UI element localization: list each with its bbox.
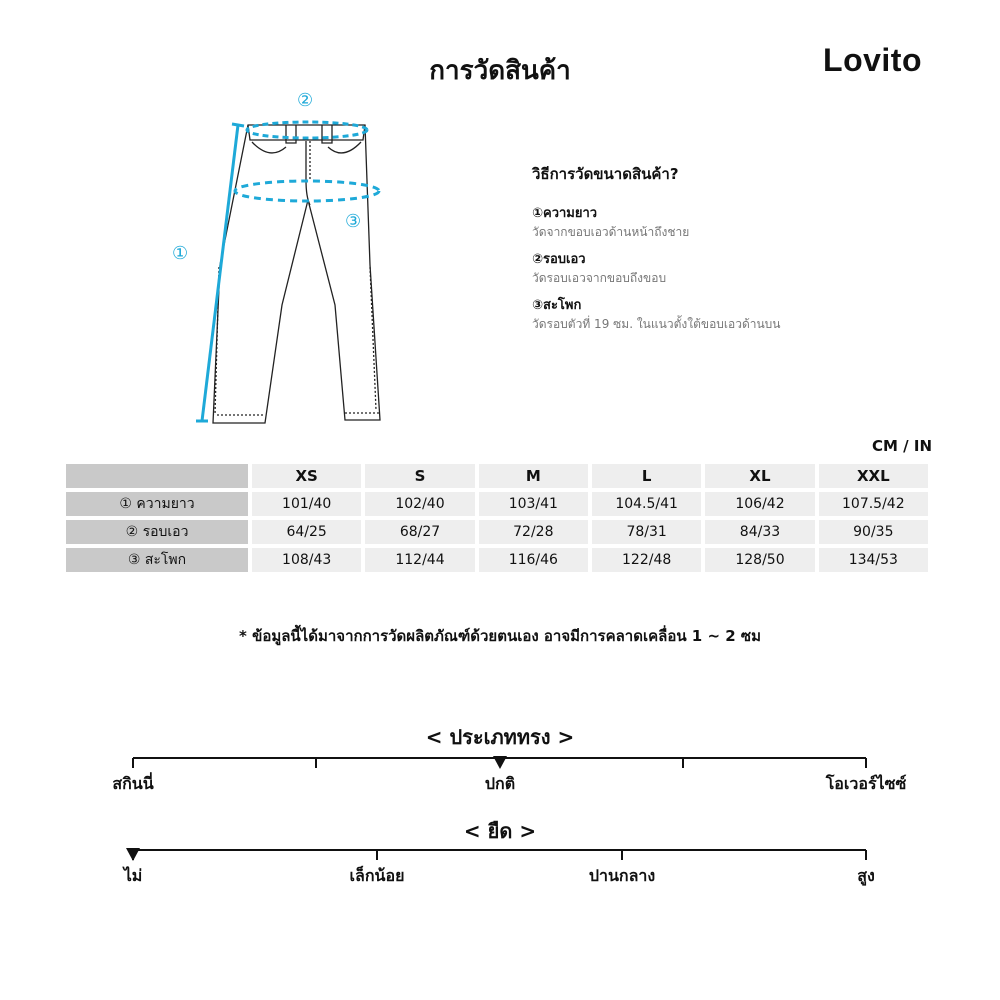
table-cell: 84/33 — [705, 520, 814, 544]
table-cell: 128/50 — [705, 548, 814, 572]
size-header: L — [592, 464, 701, 488]
table-cell: 122/48 — [592, 548, 701, 572]
row-label-waist: ② รอบเอว — [66, 520, 248, 544]
guide-waist-head: ②รอบเอว — [532, 252, 586, 267]
size-table — [62, 460, 932, 576]
pants-outline — [213, 125, 380, 423]
disclaimer-note: * ข้อมูลนี้ได้มาจากการวัดผลิตภัณฑ์ด้วยตนเอง อาจมีการคลาดเคลื่อน 1 ~ 2 ซม — [239, 627, 761, 645]
table-cell: 72/28 — [479, 520, 588, 544]
pants-measurement-diagram — [160, 85, 400, 435]
table-cell: 64/25 — [252, 520, 361, 544]
stretch-scale-title: < ยืด > — [463, 819, 537, 843]
stretch-scale — [0, 840, 1000, 868]
table-header-row — [66, 464, 928, 488]
fit-label-skinny: สกินนี่ — [112, 774, 154, 793]
size-header: XS — [252, 464, 361, 488]
marker-waist: ② — [297, 90, 314, 111]
table-cell: 90/35 — [819, 520, 928, 544]
size-header: S — [365, 464, 474, 488]
table-cell: 68/27 — [365, 520, 474, 544]
table-cell: 102/40 — [365, 492, 474, 516]
fit-label-oversize: โอเวอร์ไซซ์ — [825, 774, 907, 793]
guide-title: วิธีการวัดขนาดสินค้า? — [532, 165, 679, 183]
length-line — [202, 125, 238, 421]
table-cell: 103/41 — [479, 492, 588, 516]
table-cell: 108/43 — [252, 548, 361, 572]
table-cell: 116/46 — [479, 548, 588, 572]
table-row — [66, 548, 928, 572]
table-cell: 104.5/41 — [592, 492, 701, 516]
table-cell: 106/42 — [705, 492, 814, 516]
guide-length-head: ①ความยาว — [532, 206, 598, 221]
fit-scale-title: < ประเภททรง > — [425, 725, 575, 749]
stretch-label-none: ไม่ — [123, 866, 143, 885]
marker-length: ① — [172, 243, 189, 264]
brand-logo: Lovito — [823, 42, 922, 78]
stretch-label-high: สูง — [857, 866, 875, 885]
unit-label: CM / IN — [872, 437, 932, 455]
size-header: XXL — [819, 464, 928, 488]
row-label-hip: ③ สะโพก — [66, 548, 248, 572]
fit-scale-marker-icon — [493, 756, 507, 769]
table-row — [66, 520, 928, 544]
table-cell: 134/53 — [819, 548, 928, 572]
marker-hip: ③ — [345, 211, 362, 232]
stretch-scale-marker-icon — [126, 848, 140, 861]
size-header: M — [479, 464, 588, 488]
guide-hip-head: ③สะโพก — [532, 298, 582, 313]
size-header: XL — [705, 464, 814, 488]
row-label-length: ① ความยาว — [66, 492, 248, 516]
guide-waist-desc: วัดรอบเอวจากขอบถึงขอบ — [532, 271, 667, 285]
measuring-guide — [532, 162, 852, 340]
stretch-label-medium: ปานกลาง — [588, 866, 656, 885]
guide-hip-desc: วัดรอบตัวที่ 19 ซม. ในแนวตั้งใต้ขอบเอวด้านบน — [532, 317, 781, 331]
table-corner — [66, 464, 248, 488]
table-cell: 101/40 — [252, 492, 361, 516]
table-cell: 78/31 — [592, 520, 701, 544]
measure-lines — [196, 122, 379, 421]
stretch-label-slight: เล็กน้อย — [349, 866, 405, 885]
length-line-start — [232, 124, 244, 126]
fit-label-regular: ปกติ — [484, 774, 516, 793]
guide-length-desc: วัดจากขอบเอวด้านหน้าถึงชาย — [532, 225, 690, 239]
table-cell: 112/44 — [365, 548, 474, 572]
page-title: การวัดสินค้า — [429, 56, 571, 86]
table-cell: 107.5/42 — [819, 492, 928, 516]
table-row — [66, 492, 928, 516]
